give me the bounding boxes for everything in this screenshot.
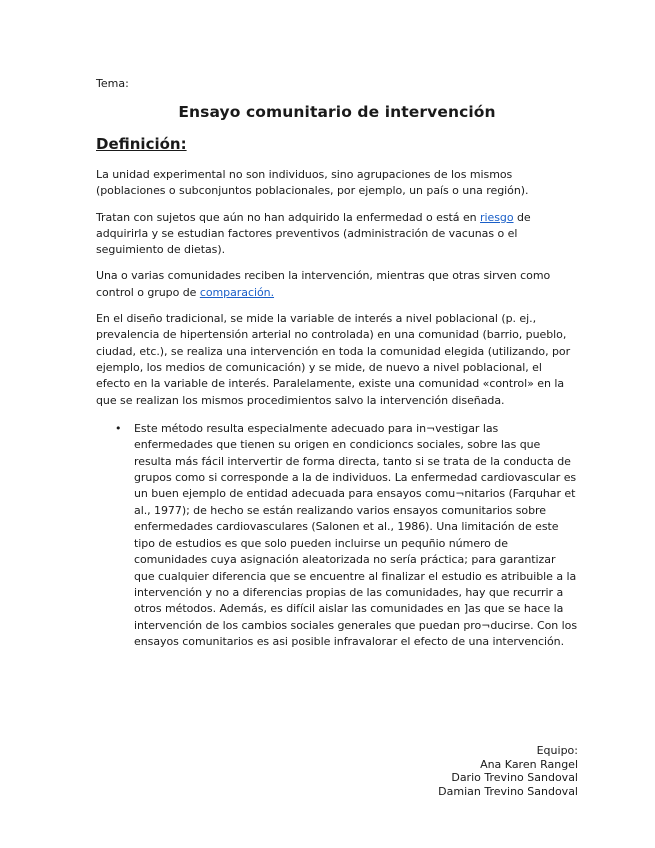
team-member-3: Damian Trevino Sandoval: [438, 784, 578, 798]
definition-heading: Definición:: [96, 135, 187, 153]
paragraph-2-text-b: de adquirirla y se estudian factores preventivos (administración de vacunas o el seguimiento de dietas).: [96, 210, 531, 257]
team-label: Equipo:: [536, 744, 578, 757]
paragraph-2: [96, 210, 578, 259]
team-member-1: Ana Karen Rangel: [480, 757, 578, 771]
paragraph-4: En el diseño tradicional, se mide la variable de interés a nivel poblacional (p. ej., prevalencia de hipertensión arterial no controlada) en una comunidad (barrio, pueblo, ciudad, etc.), se realiza una intervención en toda la comunidad elegida (utilizando, por ejemplo, los medios de comunicación) y se mide, de nuevo a nivel poblacional, el efecto en la variable de interés. Paralelamente, existe una comunidad «control» en la que se realizan los mismos procedimientos salvo la intervención diseñada.: [96, 312, 571, 407]
team-block: [438, 744, 578, 798]
document-page: [96, 76, 578, 651]
paragraph-2-text-a: Tratan con sujetos que aún no han adquirido la enfermedad o está en: [96, 210, 481, 224]
bullet-list: [96, 421, 578, 651]
document-title: Ensayo comunitario de intervención: [178, 103, 496, 121]
comparacion-link[interactable]: comparación.: [199, 285, 275, 299]
paragraph-3-text: Una o varias comunidades reciben la intervención, mientras que otras sirven como control o grupo de: [96, 269, 551, 299]
paragraph-3: [96, 268, 578, 301]
team-member-2: Dario Trevino Sandoval: [451, 771, 578, 784]
paragraph-1: La unidad experimental no son individuos, sino agrupaciones de los mismos (poblaciones o subconjuntos poblacionales, por ejemplo, un país o una región).: [96, 168, 529, 198]
tema-label: Tema:: [96, 77, 129, 90]
list-item: [115, 421, 578, 651]
bullet-text: Este método resulta especialmente adecuado para in¬vestigar las enfermedades que tienen su origen en condicioncs sociales, sobre las que resulta más fácil intervertir de forma directa, tanto si se trata de la conducta de grupos como si corresponde a la de individuos. La enfermedad cardiovascular es un buen ejemplo de entidad adecuada para ensayos comu¬nitarios (Farquhar et al., 1977); de hecho se están realizando varios ensayos comunitarios sobre enfermedades cardiovasculares (Salonen et al., 1986). Una limitación de este tipo de estudios es que solo pueden incluirse un pequñio número de comunidades cuya asignación aleatorizada no sería práctica; para garantizar que cualquier diferencia que se encuentre al finalizar el estudio es atribuible a la intervención y no a diferencias propias de las comunidades, hay que recurrir a otros métodos. Además, es difícil aislar las comunidades en ]as que se hace la intervención de los cambios sociales generales que puedan pro¬ducirse. Con los ensayos comunitarios es asi posible infravalorar el efecto de una intervención.: [134, 421, 578, 649]
bullet-dot-icon: •: [115, 421, 122, 435]
riesgo-link[interactable]: riesgo: [480, 210, 514, 224]
